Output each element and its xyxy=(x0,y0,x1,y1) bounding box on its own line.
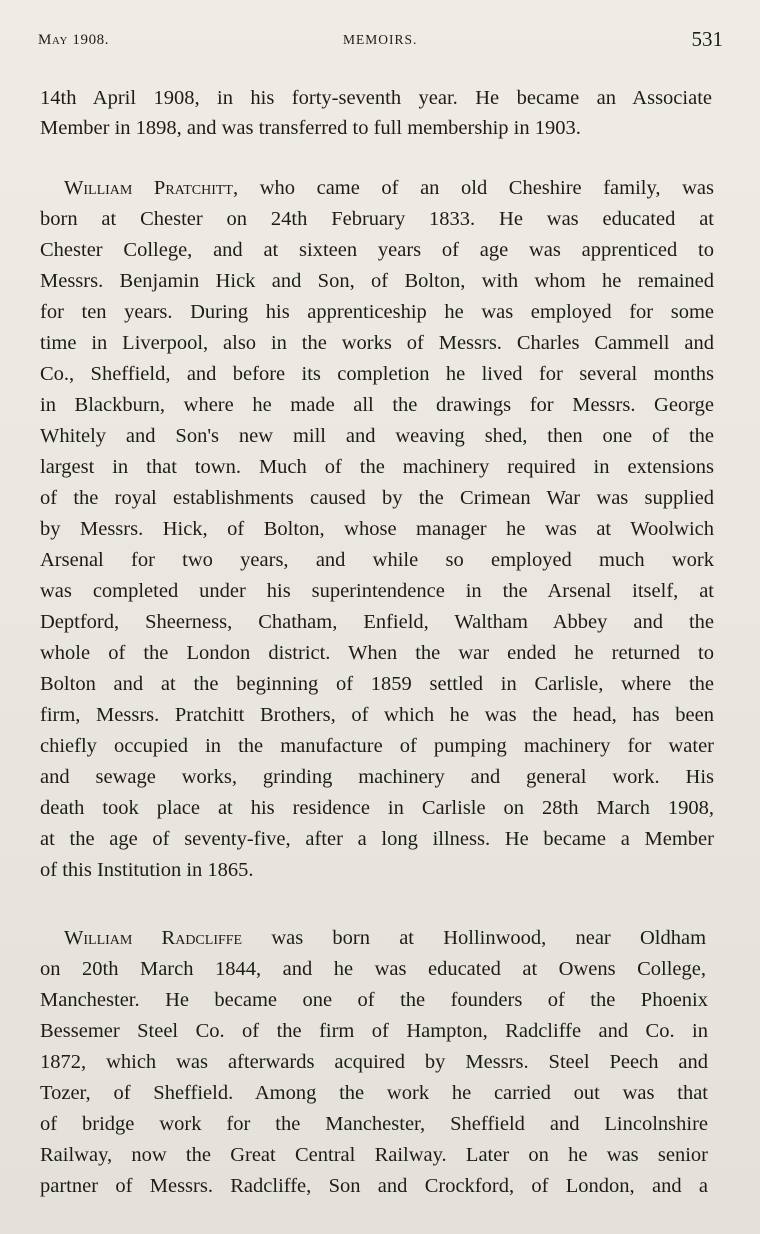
text-fragment: was born at Hollinwood, near Oldham xyxy=(271,927,707,949)
text-line: Messrs. Benjamin Hick and Son, of Bolton, with whom he remained xyxy=(40,270,714,292)
page-number: 531 xyxy=(691,27,723,51)
text-line: chiefly occupied in the manufacture of pumping machinery for water xyxy=(40,735,714,757)
text-line: for ten years. During his apprenticeship he was employed for some xyxy=(40,301,714,323)
text-line: death took place at his residence in Carlisle on 28th March 1908, xyxy=(40,797,714,819)
text-line: Railway, now the Great Central Railway. Later on he was senior xyxy=(40,1144,708,1166)
text-line: Whitely and Son's new mill and weaving shed, then one of the xyxy=(40,425,714,447)
text-line: 1872, which was afterwards acquired by Messrs. Steel Peech and xyxy=(40,1051,708,1073)
paragraph-first-line xyxy=(64,924,706,952)
text-line: Bessemer Steel Co. of the firm of Hampton, Radcliffe and Co. in xyxy=(40,1020,708,1042)
text-line: Chester College, and at sixteen years of age was apprenticed to xyxy=(40,239,714,261)
paragraph-first-line xyxy=(64,174,714,202)
text-line: of the royal establishments caused by the Crimean War was supplied xyxy=(40,487,714,509)
text-line: whole of the London district. When the war ended he returned to xyxy=(40,642,714,664)
text-line: partner of Messrs. Radcliffe, Son and Crockford, of London, and a xyxy=(40,1175,708,1197)
text-line: in Blackburn, where he made all the drawings for Messrs. George xyxy=(40,394,714,416)
text-line: on 20th March 1844, and he was educated at Owens College, xyxy=(40,958,706,980)
text-line: born at Chester on 24th February 1833. He was educated at xyxy=(40,208,714,230)
text-line: of bridge work for the Manchester, Sheffield and Lincolnshire xyxy=(40,1113,708,1135)
person-name: William Radcliffe xyxy=(64,927,243,949)
text-line: Bolton and at the beginning of 1859 settled in Carlisle, where the xyxy=(40,673,714,695)
text-line: 14th April 1908, in his forty-seventh year. He became an Associate xyxy=(40,87,712,109)
text-line: Manchester. He became one of the founders of the Phoenix xyxy=(40,989,708,1011)
running-head-date: May 1908. xyxy=(38,32,110,48)
text-line: of this Institution in 1865. xyxy=(40,859,254,881)
text-line: and sewage works, grinding machinery and general work. His xyxy=(40,766,714,788)
text-line: largest in that town. Much of the machinery required in extensions xyxy=(40,456,714,478)
person-name: William Pratchitt, xyxy=(64,177,239,199)
text-line: by Messrs. Hick, of Bolton, whose manager he was at Woolwich xyxy=(40,518,714,540)
text-line: Arsenal for two years, and while so employed much work xyxy=(40,549,714,571)
text-line: Deptford, Sheerness, Chatham, Enfield, Waltham Abbey and the xyxy=(40,611,714,633)
text-line: was completed under his superintendence in the Arsenal itself, at xyxy=(40,580,714,602)
text-line: at the age of seventy-five, after a long illness. He became a Member xyxy=(40,828,714,850)
text-line: Tozer, of Sheffield. Among the work he carried out was that xyxy=(40,1082,708,1104)
text-line: firm, Messrs. Pratchitt Brothers, of which he was the head, has been xyxy=(40,704,714,726)
text-line: time in Liverpool, also in the works of Messrs. Charles Cammell and xyxy=(40,332,714,354)
running-head-section: MEMOIRS. xyxy=(343,32,418,47)
text-line: Member in 1898, and was transferred to full membership in 1903. xyxy=(40,117,581,139)
running-head xyxy=(38,27,723,54)
text-fragment: who came of an old Cheshire family, was xyxy=(259,177,715,199)
text-line: Co., Sheffield, and before its completion he lived for several months xyxy=(40,363,714,385)
